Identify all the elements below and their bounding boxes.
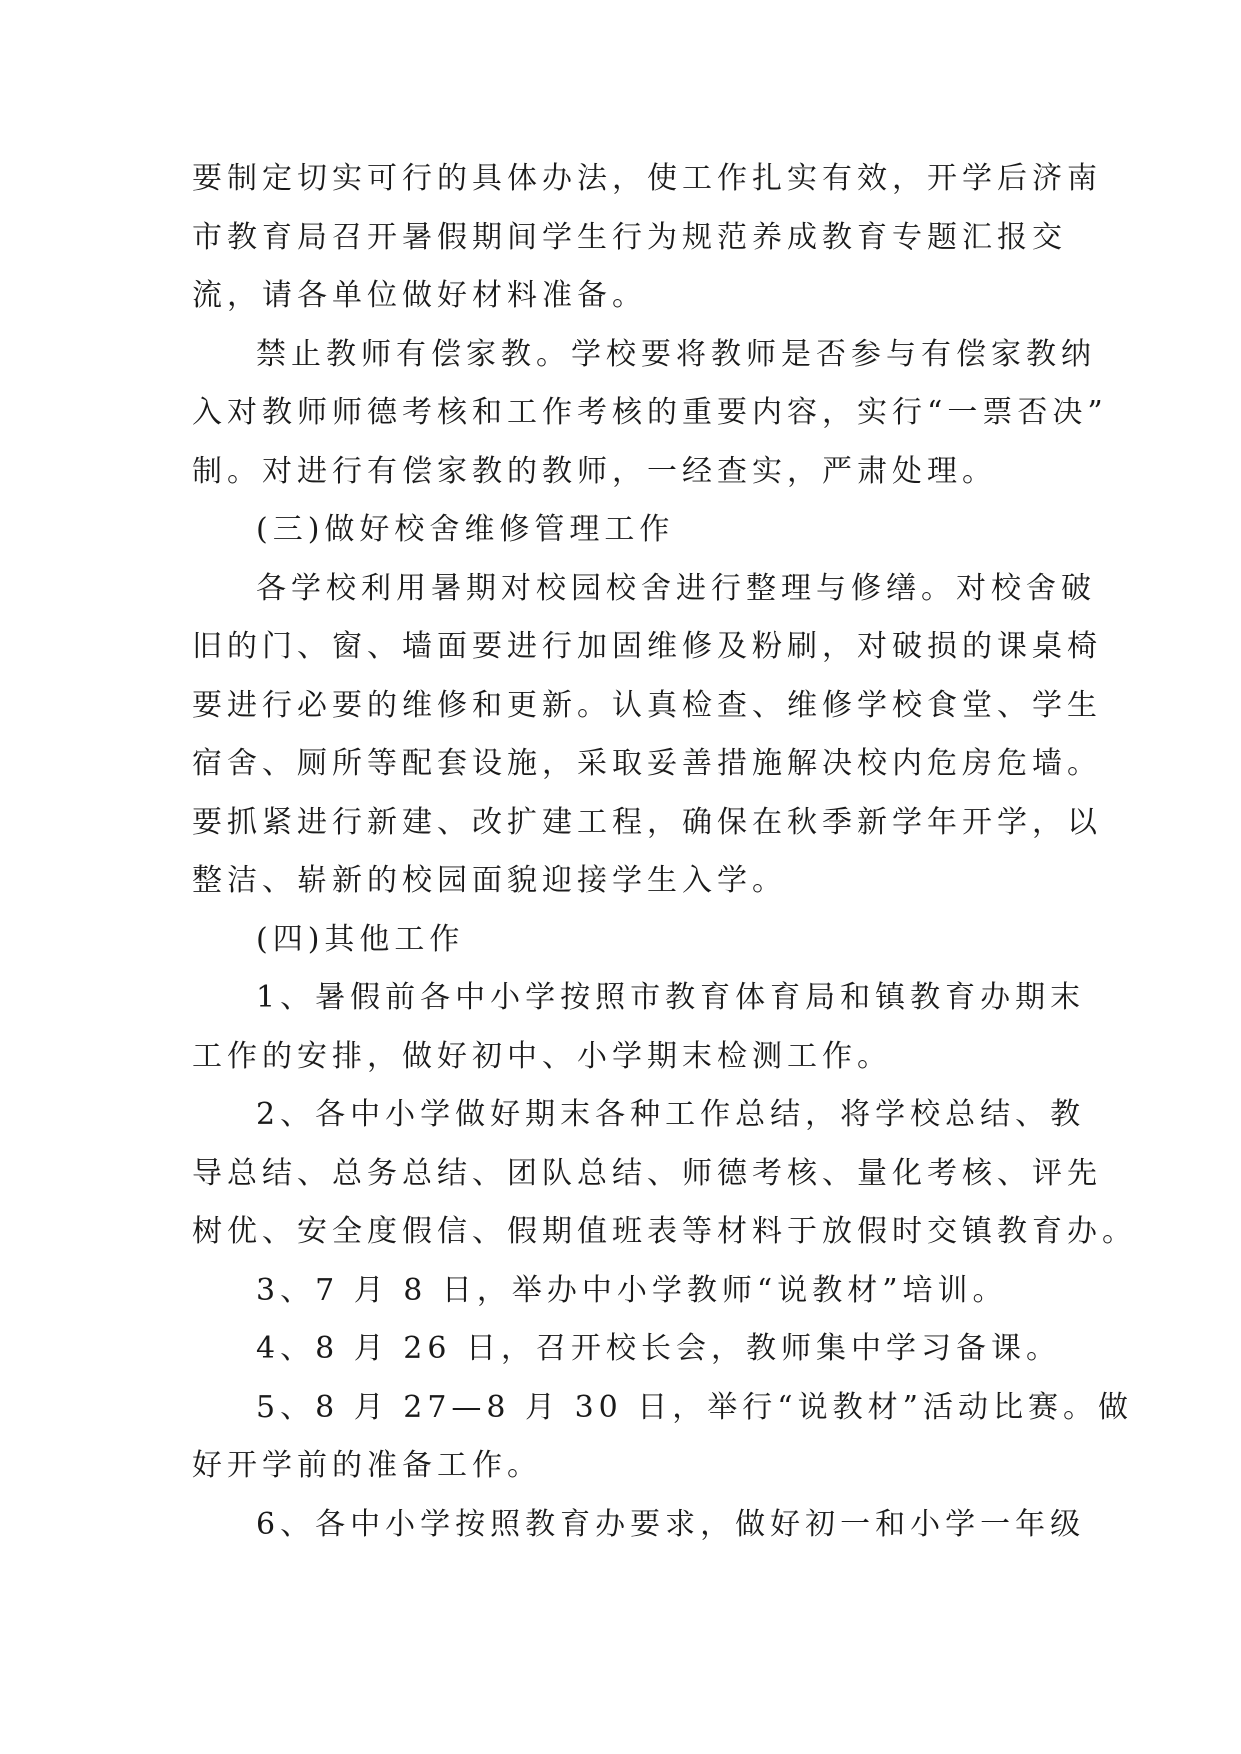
text-line: 导总结、总务总结、团队总结、师德考核、量化考核、评先: [192, 1155, 1102, 1191]
text-line: 宿舍、厕所等配套设施，采取妥善措施解决校内危房危墙。: [192, 746, 1102, 781]
text-line: 市教育局召开暑假期间学生行为规范养成教育专题汇报交: [192, 219, 1067, 255]
list-item-start-line: 2、各中小学做好期末各种工作总结，将学校总结、教: [256, 1097, 1086, 1132]
text-line: 整洁、崭新的校园面貌迎接学生入学。: [192, 863, 787, 898]
text-line: 要进行必要的维修和更新。认真检查、维修学校食堂、学生: [192, 687, 1102, 723]
text-line: 旧的门、窗、墙面要进行加固维修及粉刷，对破损的课桌椅: [192, 629, 1102, 664]
text-line: 工作的安排，做好初中、小学期末检测工作。: [192, 1038, 892, 1074]
text-line: 制。对进行有偿家教的教师，一经查实，严肃处理。: [192, 453, 997, 489]
text-line: 入对教师师德考核和工作考核的重要内容，实行“一票否决”: [192, 395, 1108, 430]
list-item-start-line: 5、8 月 27—8 月 30 日，举行“说教材”活动比赛。做: [256, 1389, 1133, 1425]
list-item-start-line: 6、各中小学按照教育办要求，做好初一和小学一年级: [256, 1506, 1086, 1542]
list-item-start-line: 1、暑假前各中小学按照市教育体育局和镇教育办期末: [256, 980, 1086, 1015]
list-item-start-line: 4、8 月 26 日，召开校长会，教师集中学习备课。: [256, 1331, 1061, 1366]
list-item-start-line: 3、7 月 8 日，举办中小学教师“说教材”培训。: [256, 1272, 1008, 1308]
document-body: [192, 150, 1137, 1554]
paragraph-start-line: 禁止教师有偿家教。学校要将教师是否参与有偿家教纳: [256, 336, 1096, 372]
text-line: 流，请各单位做好材料准备。: [192, 278, 647, 313]
text-line: 要制定切实可行的具体办法，使工作扎实有效，开学后济南: [192, 161, 1102, 196]
section-heading: (三)做好校舍维修管理工作: [256, 512, 675, 547]
text-line: 要抓紧进行新建、改扩建工程，确保在秋季新学年开学，以: [192, 804, 1102, 840]
section-heading: (四)其他工作: [256, 921, 465, 957]
paragraph-start-line: 各学校利用暑期对校园校舍进行整理与修缮。对校舍破: [256, 570, 1096, 606]
text-line: 树优、安全度假信、假期值班表等材料于放假时交镇教育办。: [192, 1214, 1137, 1249]
text-line: 好开学前的准备工作。: [192, 1448, 542, 1483]
